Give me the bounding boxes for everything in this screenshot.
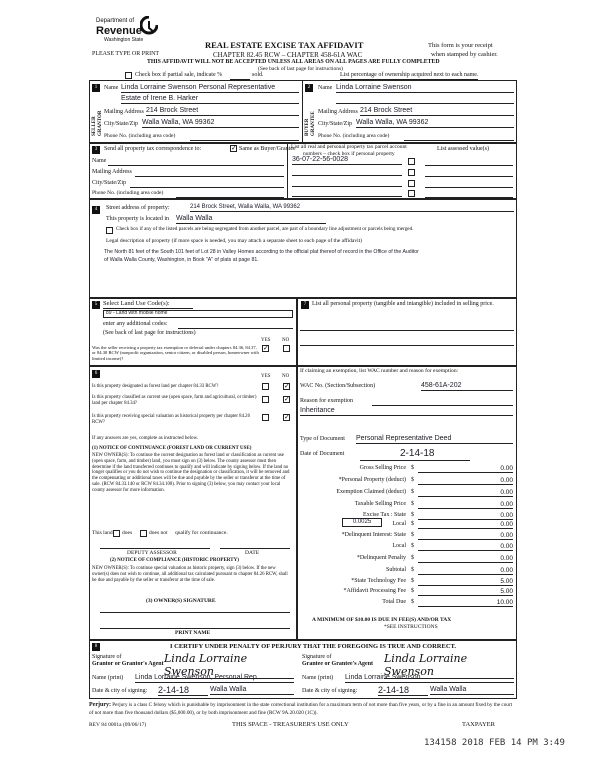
document-type-label: Type of Document: [300, 436, 345, 442]
please-type: PLEASE TYPE OR PRINT: [92, 51, 160, 57]
located-in-label: This property is located in: [106, 216, 169, 222]
grantee-name-field[interactable]: Linda Lorraine Swenson: [345, 674, 514, 683]
minimum-due-note: A MINIMUM OF $10.00 IS DUE IN FEE(S) AND/OR TAX: [312, 617, 452, 623]
taxable-selling-label: Taxable Selling Price: [354, 501, 406, 507]
land-use-select[interactable]: 89 - Land with mobile home: [103, 310, 293, 318]
gross-selling-label: Gross Selling Price: [359, 465, 406, 471]
seller-phone-label: Phone No. (including area code): [104, 133, 176, 139]
receipt-note-2: when stamped by cashier.: [431, 51, 498, 58]
deputy-assessor-label: DEPUTY ASSESSOR: [127, 550, 177, 556]
delinquent-local-label: Local: [392, 543, 406, 549]
land-does-checkbox[interactable]: [113, 530, 120, 537]
same-as-buyer-label: Same as Buyer/Grantee: [239, 146, 296, 152]
assessed-value-4[interactable]: [425, 197, 513, 198]
partial-sale-label: Check box if partial sale, indicate %: [135, 72, 223, 78]
section-7-marker: 7: [301, 301, 309, 309]
corr-phone-field[interactable]: [176, 197, 284, 198]
section-5-marker: 5: [92, 301, 100, 309]
grantee-date-label: Date & city of signing:: [302, 688, 358, 694]
grantee-sig-label-1: Signature of: [302, 654, 332, 660]
exemption-currency: $: [411, 489, 414, 495]
gross-selling-value[interactable]: 0.00: [500, 465, 513, 472]
assessed-value-3[interactable]: [425, 187, 513, 188]
wac-field[interactable]: 458-61A-202: [421, 382, 513, 391]
legal-description-line-2[interactable]: of Walla Walla County, Washington, in Book "A" of plats at page 81.: [104, 257, 259, 263]
exemption-deferral-no[interactable]: [283, 345, 290, 352]
section-2-marker: 2: [305, 84, 313, 92]
grantor-city-field[interactable]: Walla Walla: [210, 686, 294, 695]
s6-yes-header: YES: [261, 374, 271, 379]
forest-land-yes[interactable]: [262, 383, 269, 390]
grantee-city-field[interactable]: Walla Walla: [430, 686, 514, 695]
owner-signature-label: (3) OWNER(S) SIGNATURE: [146, 598, 216, 604]
tech-fee-label: *State Technology Fee: [351, 578, 406, 584]
print-name-label: PRINT NAME: [175, 630, 211, 636]
form-number: REV 84 0001a (09/06/17): [89, 722, 147, 728]
dor-logo-line1: Department of: [96, 18, 135, 24]
local-rate-box[interactable]: 0.0025: [342, 518, 382, 527]
personal-currency: $: [411, 477, 414, 483]
this-land-label: This land: [92, 530, 113, 536]
land-use-underline: [103, 308, 193, 309]
section-8-marker: 8: [92, 643, 100, 651]
excise-state-value[interactable]: 0.00: [500, 512, 513, 519]
qualify-label: qualify for continuance.: [175, 530, 228, 536]
seller-phone-field[interactable]: [190, 140, 299, 141]
buyer-phone-field[interactable]: [404, 140, 514, 141]
form-subtitle: CHAPTER 82.45 RCW – CHAPTER 458-61A WAC: [213, 51, 363, 59]
section-4-marker: 4: [92, 206, 100, 214]
parcel-4-personal-checkbox[interactable]: [408, 190, 415, 197]
exemption-claim-label: If claiming an exemption, list WAC number and reason for exemption:: [300, 368, 459, 374]
section-6-marker: 6: [92, 370, 100, 378]
segregated-label: Check box if any of the listed parcels are being segregated from another parcel, are part of a boundary line adjustment or parcels being merged.: [116, 226, 414, 232]
subtotal-currency: $: [411, 567, 414, 573]
delinquent-interest-value[interactable]: 0.00: [500, 532, 513, 539]
exemption-deferral-question: Was the seller receiving a property tax exemption or deferral under chapters 84.36, 84.37, or 84.38 RCW (nonprofit organization, senior citizen, or disabled person, homeowner with limited income)?: [92, 345, 259, 361]
seller-name-field-2[interactable]: Estate of Irene B. Harker: [121, 95, 299, 104]
assessed-value-2[interactable]: [425, 176, 513, 177]
taxable-selling-value[interactable]: 0.00: [500, 501, 513, 508]
personal-property-deduct-value[interactable]: 0.00: [500, 477, 513, 484]
parcel-3-personal-checkbox[interactable]: [408, 180, 415, 187]
tech-fee-currency: $: [411, 578, 414, 584]
perjury-text: Perjury is a class C felony which is punishable by imprisonment in the state correctional institution for a maximum term of not more than five years, or by a fine in an amount fixed by the court of not more than five thousand dollars ($5,000.00), or by both imprisonment and fine (RCW 9A.20.020 (1C)).: [89, 702, 513, 716]
total-due-value[interactable]: 10.00: [496, 599, 513, 606]
delinquent-local-value[interactable]: 0.00: [500, 543, 513, 550]
personal-property-field-2[interactable]: [300, 345, 514, 346]
section-1-marker: 1: [92, 84, 100, 92]
parcel-number-2[interactable]: [292, 175, 402, 176]
historical-question: Is this property receiving special valuation as historical property per chapter 84.26 RCW?: [92, 414, 250, 425]
affidavit-fee-currency: $: [411, 588, 414, 594]
buyer-city-field[interactable]: Walla Walla, WA 99362: [356, 119, 514, 128]
document-date-label: Date of Document: [300, 451, 345, 457]
exemption-reason-label: Reason for exemption: [300, 398, 353, 404]
s6-no-header: NO: [282, 374, 290, 379]
section-3-marker: 3: [92, 146, 100, 154]
corr-name-label: Name: [92, 158, 107, 164]
grantor-date-label: Date & city of signing:: [92, 688, 148, 694]
parcel-2-personal-checkbox[interactable]: [408, 169, 415, 176]
corr-mailing-label: Mailing Address: [92, 169, 132, 175]
exemption-claimed-label: Exemption Claimed (deduct): [336, 489, 406, 495]
legal-description-line-1[interactable]: The North 81 feet of the South 101 feet of Lot 28 in Valley Homes according to the official plat thereof of record in the Office of the Auditor: [104, 249, 419, 255]
exemption-claimed-value[interactable]: 0.00: [500, 489, 513, 496]
historic-body: NEW OWNER(S): To continue special valuation as historic property, sign (3) below. If the new owner(s) does not wish to continue, all additional tax calculated pursuant to chapter 84.26 RCW, shall be due and payable by the seller or transferor at the time of sale.: [92, 566, 288, 583]
affidavit-fee-label: *Affidavit Processing Fee: [343, 588, 406, 594]
seller-name-label: Name: [104, 85, 119, 91]
historical-no[interactable]: ✓: [284, 413, 290, 421]
partial-sale-sold: sold.: [252, 72, 264, 78]
corr-city-field[interactable]: [130, 187, 284, 188]
form-title: REAL ESTATE EXCISE TAX AFFIDAVIT: [205, 40, 364, 50]
current-use-question: Is this property classified as current use (open space, farm and agricultural, or timber) land per chapter 84.34?: [92, 395, 257, 406]
legal-description-label: Legal description of property (if more space is needed, you may attach a separate sheet to each page of the affidavit): [106, 238, 362, 244]
certify-statement: I CERTIFY UNDER PENALTY OF PERJURY THAT THE FOREGOING IS TRUE AND CORRECT.: [170, 643, 457, 650]
print-name-line[interactable]: [100, 628, 290, 629]
forest-land-no[interactable]: ✓: [284, 382, 290, 390]
same-as-buyer-checkbox[interactable]: ✓: [231, 144, 237, 152]
deputy-assessor-line[interactable]: [100, 548, 210, 549]
treasurer-use: THIS SPACE - TREASURER'S USE ONLY: [232, 721, 349, 728]
wac-label: WAC No. (Section/Subsection): [300, 383, 376, 389]
grantee-date-field[interactable]: 2-14-18: [378, 685, 428, 696]
delinquent-penalty-label: *Delinquent Penalty: [356, 555, 406, 561]
parcel-1-personal-checkbox[interactable]: [408, 158, 415, 165]
dor-logo-mark: [140, 16, 158, 36]
ownership-note: List percentage of ownership acquired next to each name.: [340, 72, 479, 78]
total-due-label: Total Due: [382, 599, 406, 605]
tech-fee-value[interactable]: 5.00: [500, 578, 513, 585]
subtotal-value[interactable]: 0.00: [500, 567, 513, 574]
land-does-label: does: [122, 530, 133, 536]
form-instructions: (See back of last page for instructions): [258, 66, 343, 72]
buyer-phone-label: Phone No. (including area code): [318, 133, 390, 139]
delinquent-penalty-value[interactable]: 0.00: [500, 555, 513, 562]
buyer-mailing-label: Mailing Address: [318, 109, 358, 115]
send-correspondence-label: Send all property tax correspondence to:: [104, 146, 202, 152]
corr-mailing-field[interactable]: [135, 176, 284, 177]
delinquent-int-currency: $: [411, 532, 414, 538]
exemption-reason-field[interactable]: Inheritance: [300, 407, 513, 416]
parcel-header-1: List all real and personal property tax parcel account: [291, 144, 407, 150]
gross-currency: $: [411, 465, 414, 471]
assessor-date-label: DATE: [245, 550, 260, 556]
if-yes-instruction: If any answers are yes, complete as instructed below.: [92, 436, 199, 441]
total-currency: $: [411, 599, 414, 605]
land-use-label: Select Land Use Code(s):: [103, 300, 170, 307]
affidavit-fee-value[interactable]: 5.00: [500, 588, 513, 595]
personal-property-deduct-label: *Personal Property (deduct): [338, 477, 406, 483]
s5-yes-header: YES: [261, 338, 271, 343]
grantor-date-field[interactable]: 2-14-18: [158, 685, 208, 696]
assessed-header: List assessed value(s): [437, 146, 489, 152]
penalty-currency: $: [411, 555, 414, 561]
current-use-no[interactable]: ✓: [284, 395, 290, 403]
buyer-side-label: BUYER GRANTEE: [305, 111, 316, 136]
additional-codes-field[interactable]: [178, 328, 293, 329]
seller-city-field[interactable]: Walla Walla, WA 99362: [142, 119, 299, 128]
personal-property-label: List all personal property (tangible and intangible) included in selling price.: [312, 301, 494, 307]
corr-name-field[interactable]: [108, 165, 284, 166]
continuance-title: (1) NOTICE OF CONTINUANCE (FOREST LAND OR CURRENT USE): [92, 446, 252, 451]
seller-mailing-label: Mailing Address: [104, 109, 144, 115]
segregated-checkbox[interactable]: [106, 227, 113, 234]
grantee-sig-label-2: Grantee or Grantee's Agent: [302, 661, 374, 667]
land-does-not-label: does not: [149, 530, 168, 536]
delinquent-local-currency: $: [411, 543, 414, 549]
parcel-number-4[interactable]: [292, 196, 402, 197]
buyer-city-label: City/State/Zip: [318, 121, 352, 127]
grantor-signature[interactable]: Linda Lorraine Swenson: [164, 653, 294, 679]
continuance-body: NEW OWNER(S): To continue the current designation as forest land or classification as current use (open space, farm, and timber) land, you must sign on (3) below. The county assessor must then determine if the land transferred continues to qualify and will indicate by signing below. If the land no longer qualifies or you do not wish to continue the designation or classification, it will be removed and the compensating or additional taxes will be due and payable by the seller or transferor at the time of sale. (RCW 84.33.140 or RCW 84.34.108). Prior to signing (3) below, you may contact your local county assessor for more information.: [92, 453, 290, 493]
grantor-name-label: Name (print): [92, 675, 124, 681]
seller-name-field[interactable]: Linda Lorraine Swenson Personal Representative: [121, 84, 299, 93]
buyer-name-field-2[interactable]: [336, 103, 514, 104]
buyer-mailing-field[interactable]: 214 Brock Street: [360, 107, 514, 116]
local-tax-label: Local: [392, 521, 406, 527]
dor-logo-line3: Washington State: [104, 37, 144, 43]
land-use-see-back: (See back of last page for instructions): [103, 330, 196, 336]
land-does-not-checkbox[interactable]: [140, 530, 147, 537]
corr-city-label: City/State/Zip: [92, 180, 126, 186]
buyer-name-field[interactable]: Linda Lorraine Swenson: [336, 84, 514, 93]
parcel-number-1[interactable]: 36-07-22-56-0028: [292, 156, 402, 165]
receipt-note-1: This form is your receipt: [428, 42, 493, 49]
owner-signature-line[interactable]: [100, 612, 290, 613]
taxpayer-label: TAXPAYER: [462, 721, 495, 728]
street-address-field[interactable]: 214 Brock Street, Walla Walla, WA 99362: [190, 204, 514, 212]
street-address-label: Street address of property:: [106, 205, 170, 211]
forest-land-question: Is this property designated as forest land per chapter 84.33 RCW?: [92, 384, 219, 389]
grantee-signature[interactable]: Linda Lorraine Swenson: [384, 653, 514, 679]
parcel-number-3[interactable]: [292, 186, 402, 187]
current-use-yes[interactable]: [262, 396, 269, 403]
excise-state-label: Excise Tax : State: [363, 512, 406, 518]
perjury-notice: [89, 702, 517, 716]
exemption-deferral-yes[interactable]: ✓: [263, 344, 269, 352]
historic-title: (2) NOTICE OF COMPLIANCE (HISTORIC PROPERTY): [110, 558, 239, 563]
form-warning: THIS AFFIDAVIT WILL NOT BE ACCEPTED UNLESS ALL AREAS ON ALL PAGES ARE FULLY COMPLETED: [147, 59, 440, 65]
grantor-name-field[interactable]: Linda Lorraine Swenson, Personal Rep.: [135, 674, 294, 683]
s5-no-header: NO: [282, 338, 290, 343]
parcel-header-2: numbers – check box if personal property: [303, 151, 395, 157]
excise-currency: $: [411, 512, 414, 518]
document-date-field[interactable]: 2-14-18: [360, 448, 470, 461]
seller-side-label: SELLER GRANTOR: [92, 110, 103, 136]
dor-logo: [96, 16, 176, 50]
taxable-currency: $: [411, 501, 414, 507]
see-instructions-note: *SEE INSTRUCTIONS: [384, 624, 438, 630]
subtotal-label: Subtotal: [385, 567, 406, 573]
document-type-field[interactable]: Personal Representative Deed: [356, 435, 513, 444]
local-tax-value[interactable]: 0.00: [500, 521, 513, 528]
assessor-date-line[interactable]: [220, 548, 290, 549]
receipt-stamp: 134158 2018 FEB 14 PM 3:49: [424, 738, 565, 748]
local-currency: $: [411, 521, 414, 527]
corr-phone-label: Phone No. (including area code): [92, 190, 164, 196]
exemption-reason-line-1[interactable]: [372, 405, 513, 406]
additional-codes-label: enter any additional codes:: [103, 321, 168, 327]
grantor-sig-label-2: Grantor or Grantor's Agent: [92, 661, 164, 667]
grantee-name-label: Name (print): [302, 675, 334, 681]
perjury-label: Perjury:: [89, 702, 111, 708]
partial-sale-checkbox[interactable]: [125, 72, 132, 79]
historical-yes[interactable]: [262, 414, 269, 421]
grantor-sig-label-1: Signature of: [92, 654, 122, 660]
located-in-field[interactable]: Walla Walla: [176, 215, 326, 224]
seller-city-label: City/State/Zip: [104, 121, 138, 127]
assessed-value-1[interactable]: [425, 165, 513, 166]
buyer-name-label: Name: [318, 85, 333, 91]
dor-logo-line2: Revenue: [96, 25, 142, 37]
seller-mailing-field[interactable]: 214 Brock Street: [146, 107, 299, 116]
personal-property-field-1[interactable]: [300, 330, 514, 331]
delinquent-interest-label: *Delinquent Interest: State: [341, 532, 406, 538]
